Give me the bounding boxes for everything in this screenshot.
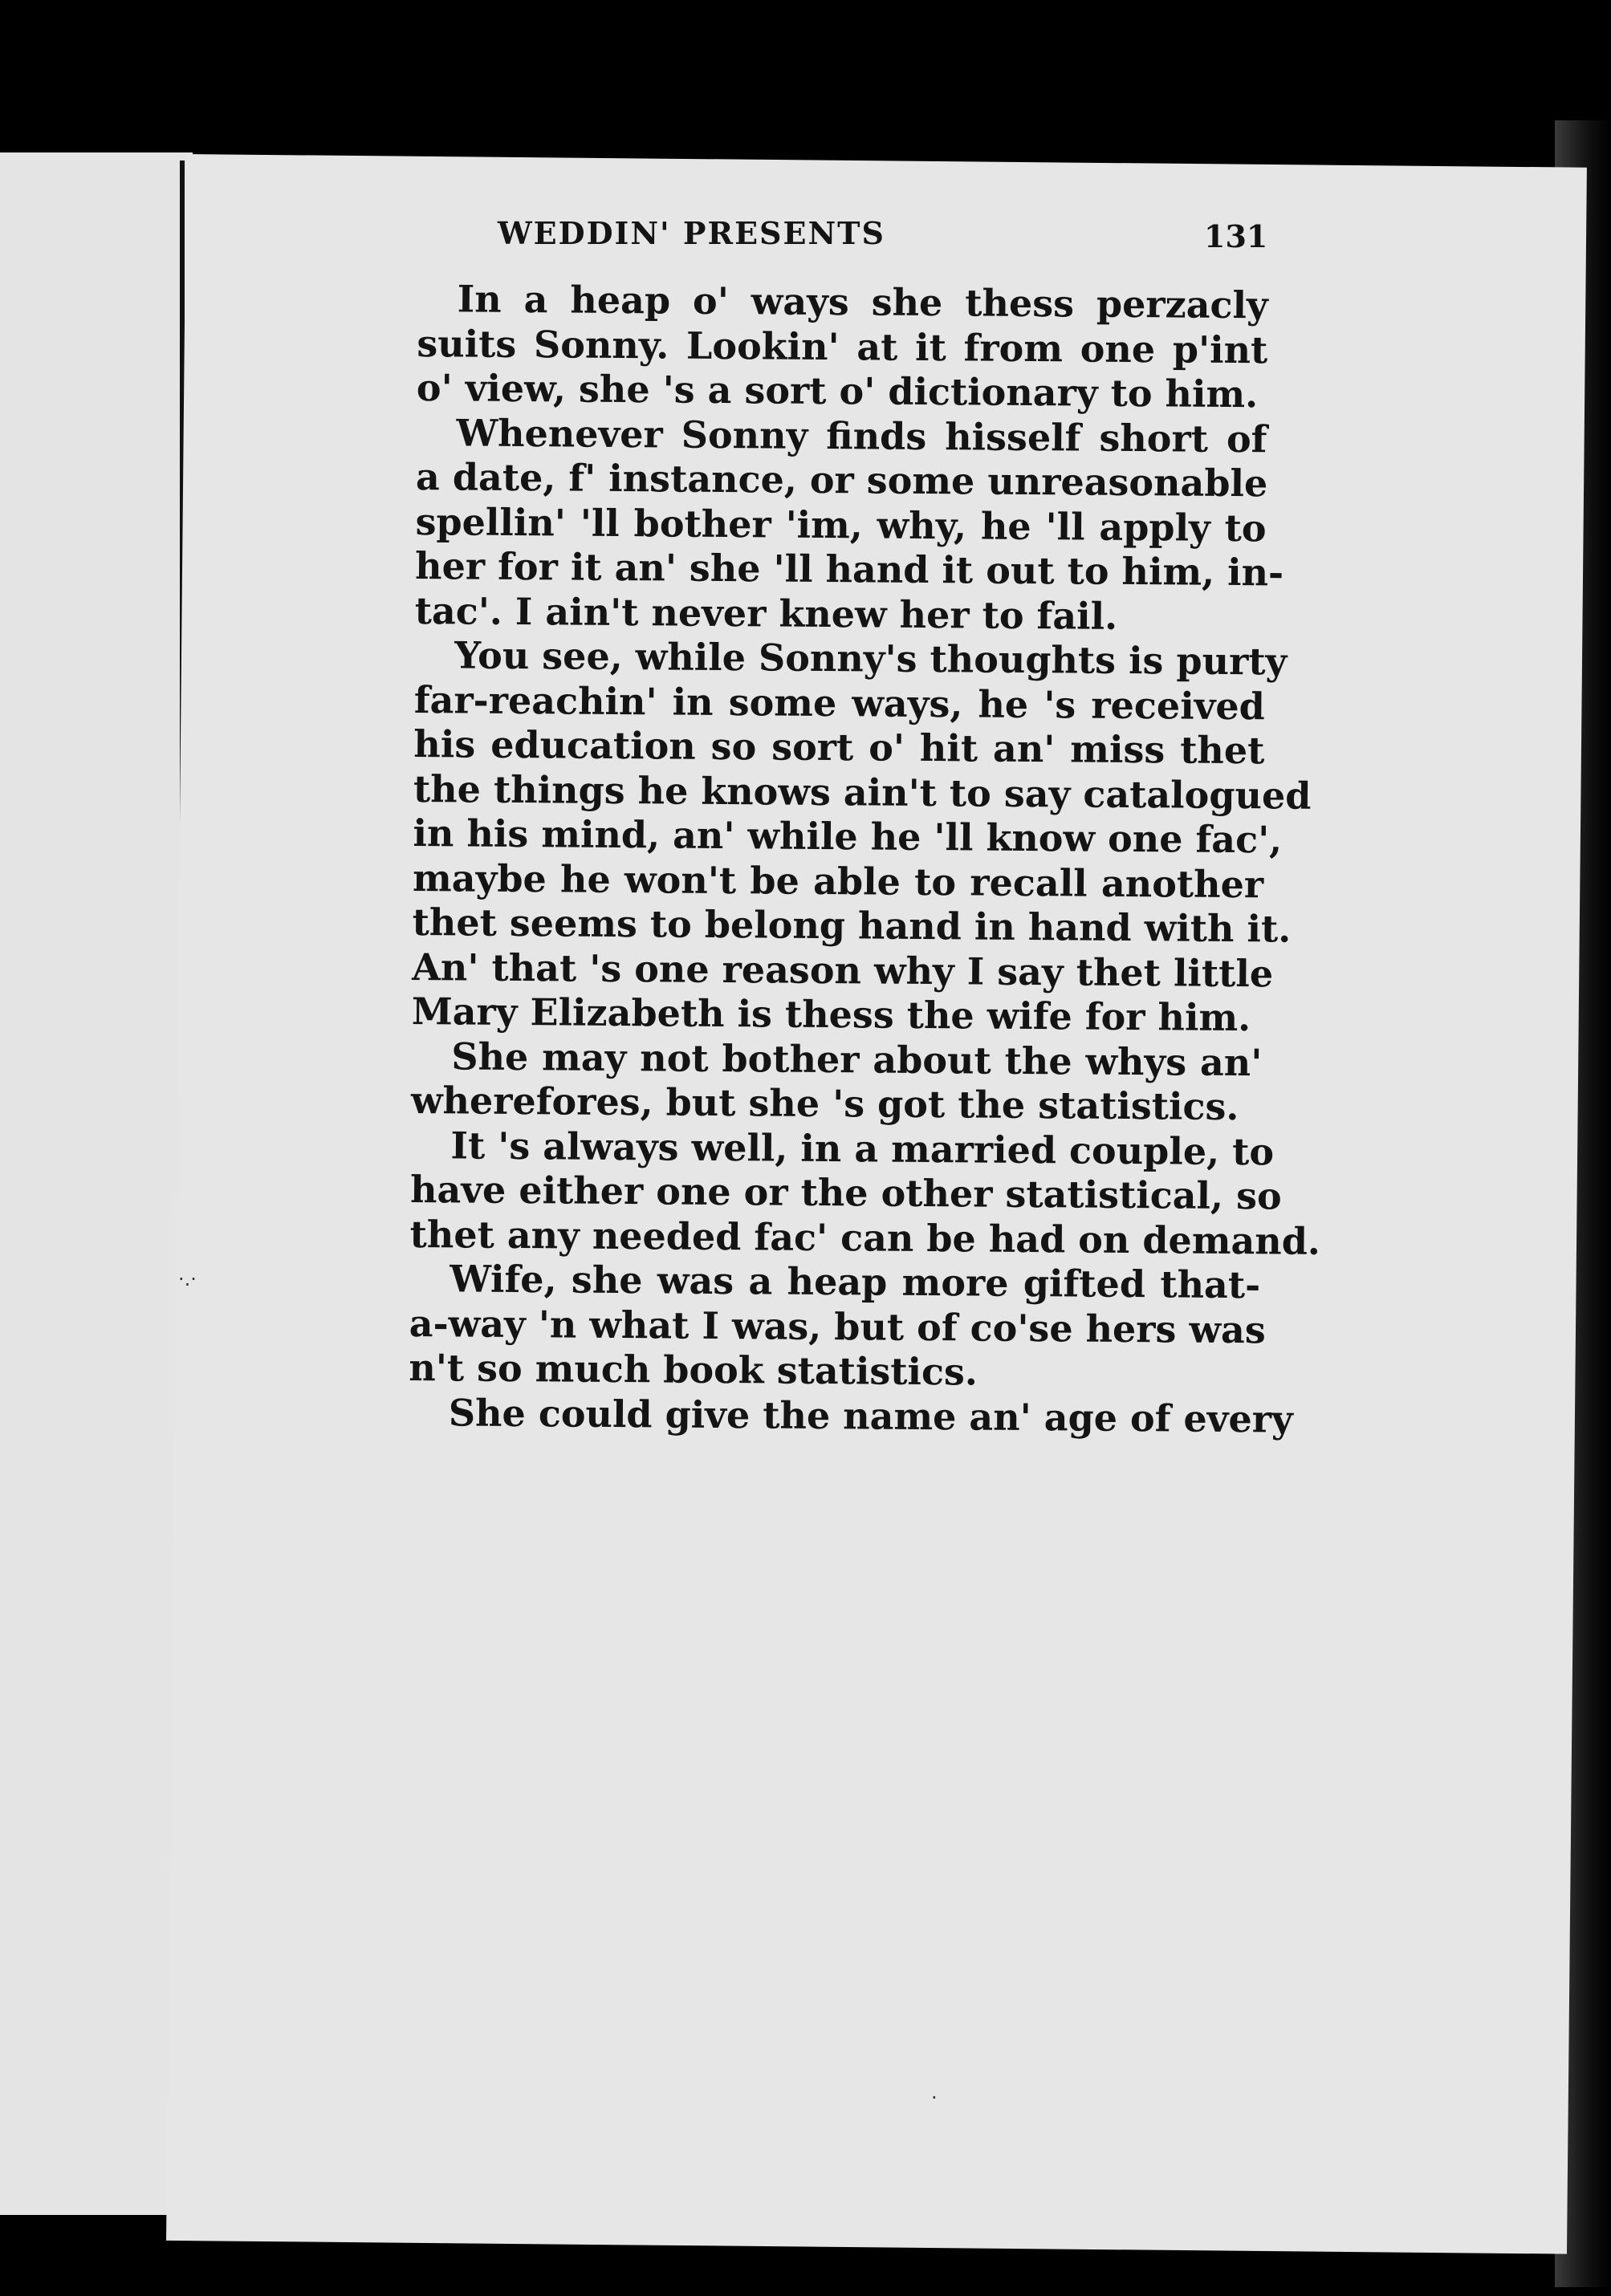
facing-page-edge [0,152,193,2215]
text-line: thet seems to belong hand in hand with it. [412,900,1292,951]
page-header [498,215,1300,263]
text-line: his education so sort o' hit an' miss thet [413,721,1265,773]
text-line: a date, f' instance, or some unreasonable [415,454,1268,506]
text-line: her for it an' she 'll hand it out to him, in- [414,543,1284,595]
text-line: o' view, she 's a sort o' dictionary to him. [416,365,1259,417]
text-line: have either one or the other statistical, so [409,1167,1282,1218]
page-body [409,277,1321,1441]
scan-speck: · [931,2087,938,2109]
text-line: wherefores, but she 's got the statistics. [410,1078,1239,1129]
text-line: the things he knows ain't to say catalogued [413,766,1312,818]
text-line: a-way 'n what I was, but of co'se hers was [409,1301,1266,1351]
text-line: Wife, she was a heap more gifted that- [449,1257,1261,1307]
text-line: Whenever Sonny finds hisself short of [456,410,1267,461]
text-line: thet any needed fac' can be had on demand. [409,1212,1321,1263]
text-line: She could give the name an' age of every [448,1390,1293,1441]
text-line: Mary Elizabeth is thess the wife for him. [411,989,1251,1040]
text-line: suits Sonny. Lookin' at it from one p'int [417,321,1268,372]
text-line: n't so much book statistics. [409,1345,978,1394]
running-head: WEDDIN' PRESENTS [498,215,885,251]
text-line: in his mind, an' while he 'll know one fac', [413,811,1283,862]
text-line: It 's always well, in a married couple, to [450,1123,1275,1173]
text-line: maybe he won't be able to recall another [412,855,1264,906]
text-line: An' that 's one reason why I say thet little [412,945,1274,995]
text-line: tac'. I ain't never knew her to fail. [414,588,1118,638]
scan-speck: ·.· [178,1268,197,1290]
text-line: spellin' 'll bother 'im, why, he 'll apply to [415,499,1267,550]
text-line: far-reachin' in some ways, he 's received [413,677,1266,728]
text-line: You see, while Sonny's thoughts is purty [454,633,1288,684]
text-line: She may not bother about the whys an' [451,1034,1263,1084]
text-line: In a heap o' ways she thess perzacly [457,277,1268,327]
page-number: 131 [1204,218,1268,254]
